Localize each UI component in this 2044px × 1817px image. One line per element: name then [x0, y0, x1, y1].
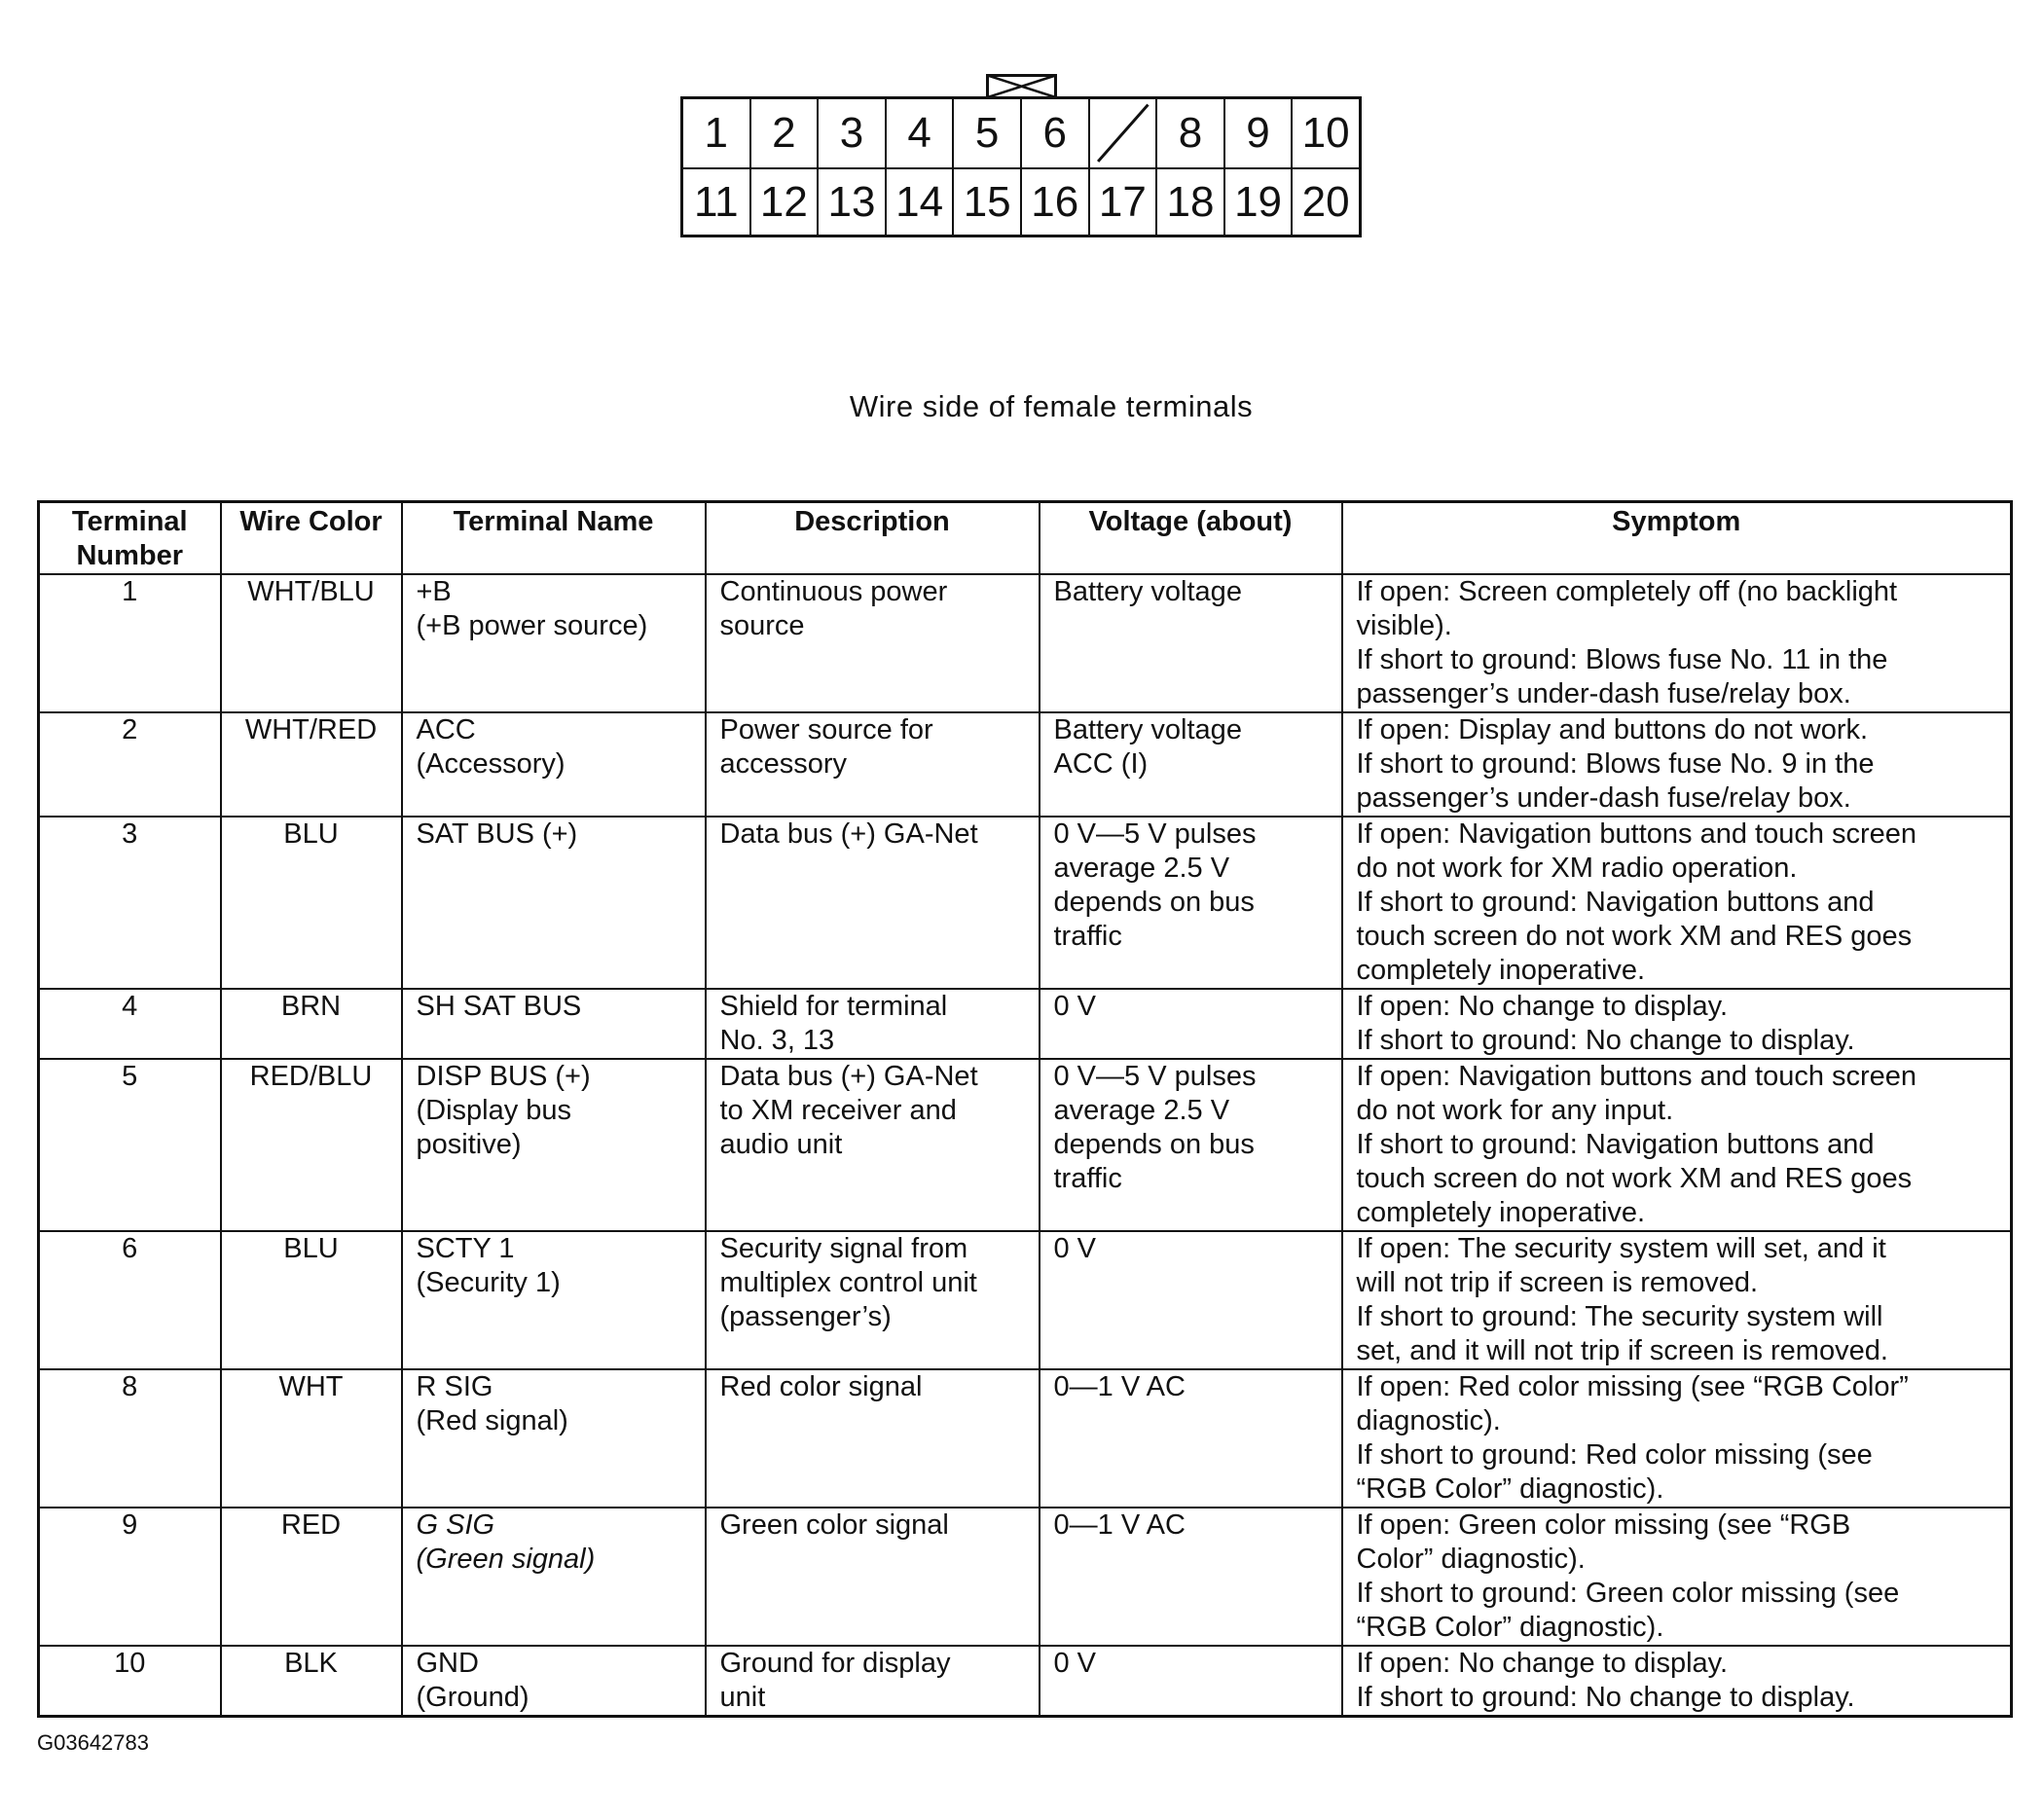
voltage: 0 V—5 V pulses average 2.5 V depends on bus traffic	[1040, 1059, 1342, 1231]
terminal-name: G SIG (Green signal)	[402, 1508, 706, 1646]
terminal-name: +B (+B power source)	[402, 574, 706, 712]
table-row	[39, 1646, 2012, 1717]
connector-pin: 4	[885, 99, 953, 167]
connector-pin: 15	[952, 169, 1020, 237]
voltage: Battery voltage ACC (I)	[1040, 712, 1342, 817]
description: Green color signal	[706, 1508, 1040, 1646]
voltage: 0 V—5 V pulses average 2.5 V depends on bus traffic	[1040, 817, 1342, 989]
terminal-number: 8	[39, 1369, 221, 1508]
symptom: If open: Red color missing (see “RGB Color” diagnostic). If short to ground: Red color missing (see “RGB Color” diagnostic).	[1342, 1369, 2012, 1508]
connector-bottom-row	[683, 167, 1359, 237]
symptom: If open: No change to display. If short to ground: No change to display.	[1342, 1646, 2012, 1717]
connector-pin: 14	[885, 169, 953, 237]
symptom: If open: Navigation buttons and touch screen do not work for any input. If short to ground: Navigation buttons and touch screen do not work XM and RES goes completely inoperative.	[1342, 1059, 2012, 1231]
connector-pin: 10	[1291, 99, 1359, 167]
connector-caption: Wire side of female terminals	[849, 389, 1254, 423]
header-voltage: Voltage (about)	[1040, 502, 1342, 575]
connector-pin: 3	[817, 99, 885, 167]
connector-latch-icon	[986, 74, 1057, 98]
description: Data bus (+) GA-Net to XM receiver and audio unit	[706, 1059, 1040, 1231]
wire-color: BLU	[221, 1231, 402, 1369]
connector-pin: 8	[1155, 99, 1223, 167]
connector-pin: 17	[1088, 169, 1156, 237]
symptom: If open: The security system will set, and it will not trip if screen is removed. If short to ground: The security system will set, and it will not trip if screen is removed.	[1342, 1231, 2012, 1369]
table-row	[39, 1508, 2012, 1646]
terminal-number: 9	[39, 1508, 221, 1646]
connector-pin: 19	[1223, 169, 1292, 237]
terminal-number: 5	[39, 1059, 221, 1231]
terminal-number: 1	[39, 574, 221, 712]
voltage: 0 V	[1040, 989, 1342, 1059]
description: Power source for accessory	[706, 712, 1040, 817]
terminal-name: GND (Ground)	[402, 1646, 706, 1717]
connector-pin: 11	[693, 178, 739, 227]
table-row	[39, 1059, 2012, 1231]
description: Security signal from multiplex control unit (passenger’s)	[706, 1231, 1040, 1369]
voltage: 0—1 V AC	[1040, 1508, 1342, 1646]
figure-code: G03642783	[37, 1730, 149, 1755]
terminal-name: SH SAT BUS	[402, 989, 706, 1059]
terminal-number: 10	[39, 1646, 221, 1717]
terminal-name: R SIG (Red signal)	[402, 1369, 706, 1508]
description: Data bus (+) GA-Net	[706, 817, 1040, 989]
wire-color: BLU	[221, 817, 402, 989]
symptom: If open: Navigation buttons and touch screen do not work for XM radio operation. If short to ground: Navigation buttons and touch screen do not work XM and RES goes completely inoperative.	[1342, 817, 2012, 989]
connector-pin-empty-slash-icon	[1088, 99, 1156, 167]
connector-pin: 18	[1155, 169, 1223, 237]
terminal-number: 2	[39, 712, 221, 817]
wire-color: WHT/RED	[221, 712, 402, 817]
voltage: 0 V	[1040, 1231, 1342, 1369]
terminal-name: ACC (Accessory)	[402, 712, 706, 817]
table-row	[39, 1231, 2012, 1369]
voltage: 0—1 V AC	[1040, 1369, 1342, 1508]
wire-color: RED/BLU	[221, 1059, 402, 1231]
connector-diagram	[680, 96, 1362, 237]
header-description: Description	[706, 502, 1040, 575]
description: Continuous power source	[706, 574, 1040, 712]
description: Ground for display unit	[706, 1646, 1040, 1717]
symptom: If open: Display and buttons do not work. If short to ground: Blows fuse No. 9 in the passenger’s under-dash fuse/relay box.	[1342, 712, 2012, 817]
table-row	[39, 712, 2012, 817]
symptom: If open: No change to display. If short to ground: No change to display.	[1342, 989, 2012, 1059]
wire-color: BRN	[221, 989, 402, 1059]
wire-color: WHT	[221, 1369, 402, 1508]
terminal-name: SCTY 1 (Security 1)	[402, 1231, 706, 1369]
description: Red color signal	[706, 1369, 1040, 1508]
wire-color: BLK	[221, 1646, 402, 1717]
terminal-number: 6	[39, 1231, 221, 1369]
terminal-number: 4	[39, 989, 221, 1059]
terminal-number: 3	[39, 817, 221, 989]
connector-pin: 9	[1223, 99, 1292, 167]
terminal-name: DISP BUS (+) (Display bus positive)	[402, 1059, 706, 1231]
header-symptom: Symptom	[1342, 502, 2012, 575]
terminal-name: SAT BUS (+)	[402, 817, 706, 989]
description: Shield for terminal No. 3, 13	[706, 989, 1040, 1059]
header-terminal-number: Terminal Number	[39, 502, 221, 575]
table-row	[39, 574, 2012, 712]
table-header-row	[39, 502, 2012, 575]
connector-pin: 5	[952, 99, 1020, 167]
table-row	[39, 817, 2012, 989]
connector-pin: 2	[749, 99, 818, 167]
connector-pin: 12	[749, 169, 818, 237]
symptom: If open: Green color missing (see “RGB Color” diagnostic). If short to ground: Green color missing (see “RGB Color” diagnostic).	[1342, 1508, 2012, 1646]
wire-color: RED	[221, 1508, 402, 1646]
voltage: Battery voltage	[1040, 574, 1342, 712]
header-wire-color: Wire Color	[221, 502, 402, 575]
connector-pin: 13	[817, 169, 885, 237]
connector-top-row	[683, 99, 1359, 167]
symptom: If open: Screen completely off (no backlight visible). If short to ground: Blows fuse No. 11 in the passenger’s under-dash fuse/relay box.	[1342, 574, 2012, 712]
table-row	[39, 1369, 2012, 1508]
connector-pin: 20	[1291, 169, 1359, 237]
connector-pin: 1	[704, 108, 729, 157]
terminal-table	[37, 500, 2013, 1718]
voltage: 0 V	[1040, 1646, 1342, 1717]
connector-pin: 16	[1020, 169, 1088, 237]
header-terminal-name: Terminal Name	[402, 502, 706, 575]
wire-color: WHT/BLU	[221, 574, 402, 712]
connector-pin: 6	[1020, 99, 1088, 167]
table-row	[39, 989, 2012, 1059]
